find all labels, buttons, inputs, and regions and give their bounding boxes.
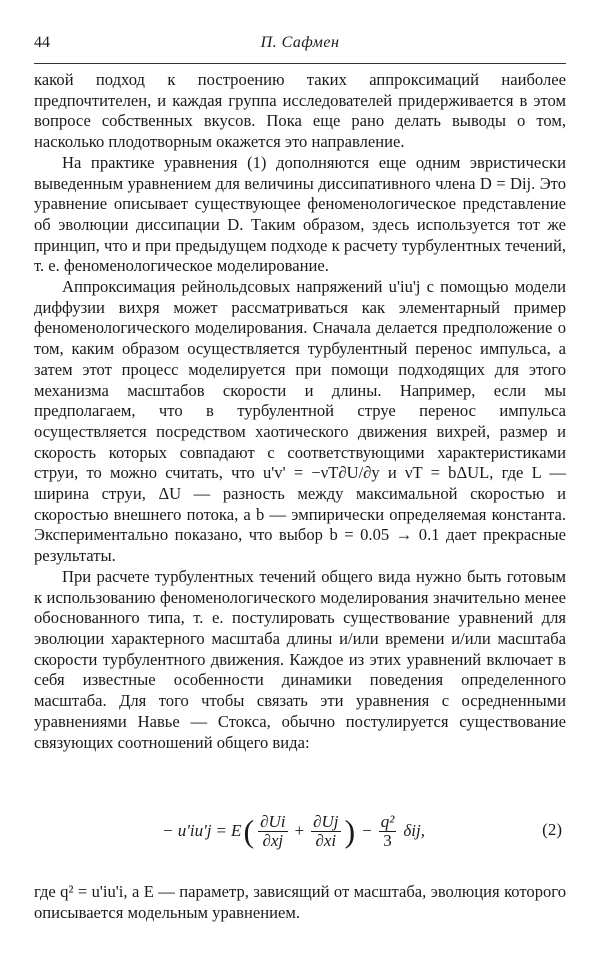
fraction-dUj-dxi: [311, 813, 340, 850]
fraction-numerator: ∂Ui: [260, 811, 286, 831]
page-number: 44: [34, 34, 50, 51]
page-header: [34, 34, 566, 58]
fraction-denominator: ∂xj: [262, 830, 284, 850]
fraction-q2-3: [379, 813, 397, 850]
running-title: П. Сафмен: [260, 34, 340, 51]
equation-plus: +: [294, 821, 305, 840]
equation-number: (2): [542, 820, 562, 839]
paragraph-4: При расчете турбулентных течений общего вида нужно быть готовым к использованию феноменологического моделирования значительно менее обоснованного типа, т. е. постулировать существование уравнений для эволюции характерного масштаба длины и/или времени и/или масштаба скорости турбулентного движения. Каждое из этих уравнений включает в себя известные особенности динамики поведения определенного масштаба. Для того чтобы связать эти уравнения с осредненными уравнениями Навье — Стокса, обычно постулируется существование связующих соотношений общего вида:: [34, 566, 566, 752]
equation-2: [34, 803, 566, 859]
fraction-numerator: ∂Uj: [313, 811, 339, 831]
equation-body: [162, 803, 425, 859]
kronecker-delta: δij,: [403, 821, 425, 840]
header-rule: [34, 63, 566, 64]
paragraph-5: где q² = u'iu'i, а E — параметр, зависящий от масштаба, эволюция которого описывается модельным уравнением.: [34, 882, 566, 922]
paragraph-3: Аппроксимация рейнольдсовых напряжений u'iu'j с помощью модели диффузии вихря может рассматриваться как элементарный пример феноменологического моделирования. Сначала делается предположение о том, каким образом осуществляется турбулентный перенос импульса, а затем этот процесс моделируется при помощи подходящих для этого механизма масштабов скорости и длины. Например, если мы предполагаем, что в турбулентной струе перенос импульса осуществляется посредством хаотического движения вихрей, размер и скорость которых совпадают с соответствующими характеристиками струи, то можно считать, что u'v' = −νT∂U/∂y и νT = bΔUL, где L — ширина струи, ΔU — разность между максимальной скоростью и скоростью внешнего потока, a b — эмпирически определяемая константа. Экспериментально показано, что выбор b = 0.05 → 0.1 дает прекрасные результаты.: [34, 277, 566, 566]
fraction-denominator: ∂xi: [315, 830, 337, 850]
paragraph-1: какой подход к построению таких аппроксимаций наиболее предпочтителен, и каждая группа исследователей придерживается в этом вопросе собственных вкусов. Пока еще рано делать выводы о том, насколько плодотворным окажется это направление.: [34, 70, 566, 152]
equation-minus: −: [362, 821, 372, 840]
fraction-numerator: q²: [380, 811, 395, 831]
body-text: [34, 70, 566, 753]
equation-equals: =: [216, 821, 227, 840]
fraction-dUi-dxj: [258, 813, 287, 850]
fraction-denominator: 3: [383, 830, 392, 850]
after-equation-text: [34, 882, 566, 923]
equation-lhs: − u'iu'j: [162, 821, 212, 840]
paragraph-2: На практике уравнения (1) дополняются еще одним эвристически выведенным уравнением для величины диссипативного члена D = Dij. Это уравнение описывает существующее феноменологическое представление об эволюции диссипации D. Таким образом, здесь используется тот же принцип, что и при предыдущем подходе к расчету турбулентных течений, т. е. феноменологическое моделирование.: [34, 152, 566, 276]
right-paren: ): [344, 813, 356, 849]
equation-coefficient: E: [231, 821, 242, 840]
left-paren: (: [243, 813, 255, 849]
